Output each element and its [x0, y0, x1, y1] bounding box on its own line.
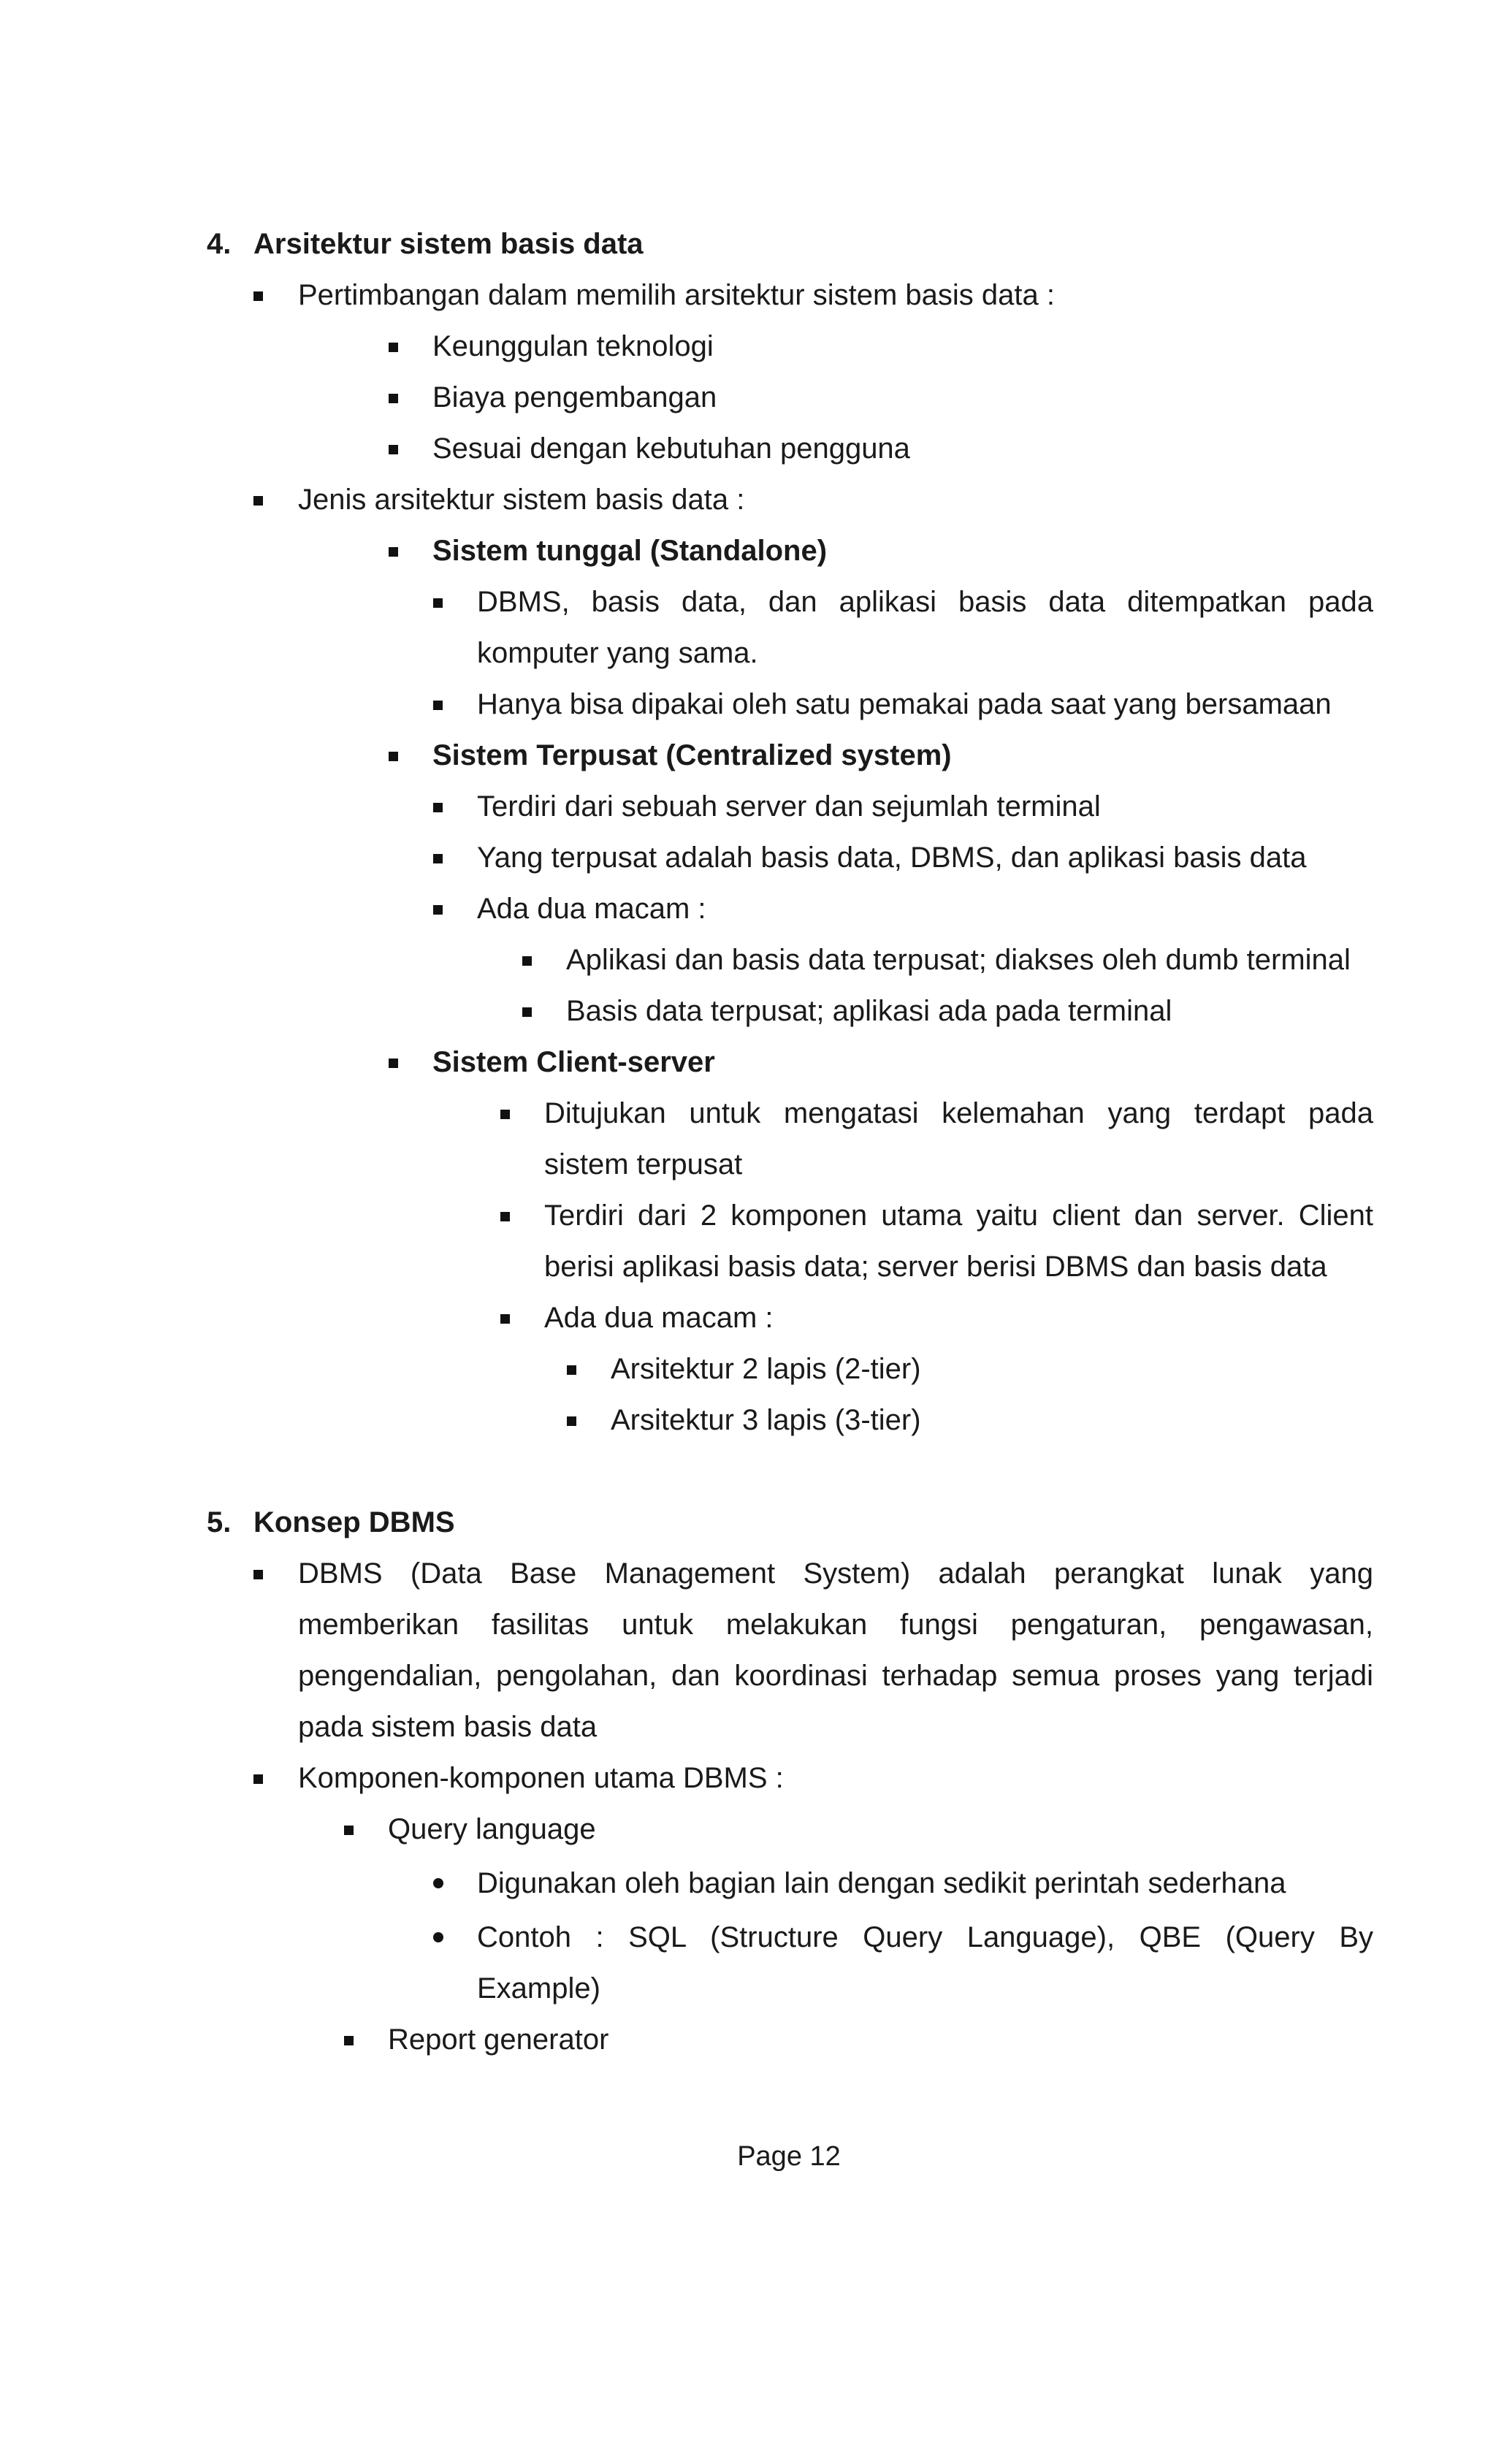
client-server-item-3: Ada dua macam : [544, 1302, 774, 1334]
standalone-item-2: Hanya bisa dipakai oleh satu pemakai pada saat yang bersamaan [477, 688, 1332, 720]
jenis-label: Jenis arsitektur sistem basis data : [298, 484, 745, 516]
section-4-title: Arsitektur sistem basis data [253, 228, 644, 260]
page-number: Page 12 [737, 2141, 841, 2172]
client-server-sub-item: Arsitektur 2 lapis (2-tier) [611, 1353, 921, 1385]
centralized-item: Yang terpusat adalah basis data, DBMS, dan aplikasi basis data [477, 842, 1307, 874]
komponen-label: Komponen-komponen utama DBMS : [298, 1762, 784, 1794]
bullet-marker [253, 496, 263, 506]
definition-line-1: DBMS (Data Base Management System) adalah perangkat lunak yang [298, 1557, 1373, 1590]
bullet-dot [433, 1932, 443, 1942]
standalone-item-1-line-2: komputer yang sama. [477, 637, 758, 669]
bullet-marker [500, 1212, 510, 1221]
pertimbangan-label: Pertimbangan dalam memilih arsitektur sistem basis data : [298, 279, 1055, 311]
bullet-marker [253, 291, 263, 301]
bullet-marker [253, 1774, 263, 1784]
bullet-marker [389, 343, 398, 352]
client-server-item-2-line-2: berisi aplikasi basis data; server berisi DBMS dan basis data [544, 1251, 1327, 1283]
client-server-item-1-line-1: Ditujukan untuk mengatasi kelemahan yang terdapt pada [544, 1097, 1373, 1129]
query-language-item-2-line-2: Example) [477, 1972, 600, 2005]
section-4-number: 4. [207, 228, 232, 260]
centralized-item: Terdiri dari sebuah server dan sejumlah terminal [477, 790, 1101, 823]
bullet-marker [522, 1007, 532, 1017]
bullet-marker [567, 1416, 576, 1426]
query-language-item-2-line-1: Contoh : SQL (Structure Query Language), QBE (Query By [477, 1921, 1373, 1953]
definition-line-4: pada sistem basis data [298, 1711, 598, 1743]
bullet-marker [433, 905, 443, 915]
bullet-dot [433, 1878, 443, 1888]
bullet-marker [567, 1365, 576, 1375]
centralized-sub-item: Aplikasi dan basis data terpusat; diakses oleh dumb terminal [566, 944, 1351, 976]
bullet-marker [389, 1059, 398, 1068]
bullet-marker [344, 2036, 354, 2045]
bullet-marker [389, 752, 398, 761]
standalone-item-1-line-1: DBMS, basis data, dan aplikasi basis data ditempatkan pada [477, 586, 1373, 618]
bullet-marker [433, 803, 443, 812]
report-generator-item: Report generator [388, 2024, 609, 2056]
standalone-title: Sistem tunggal (Standalone) [432, 535, 828, 567]
definition-line-2: memberikan fasilitas untuk melakukan fungsi pengaturan, pengawasan, [298, 1609, 1373, 1641]
centralized-sub-item: Basis data terpusat; aplikasi ada pada terminal [566, 995, 1172, 1027]
bullet-marker [389, 394, 398, 403]
bullet-marker [389, 445, 398, 454]
client-server-title: Sistem Client-server [432, 1046, 715, 1078]
client-server-sub-item: Arsitektur 3 lapis (3-tier) [611, 1404, 921, 1436]
bullet-marker [253, 1570, 263, 1579]
bullet-marker [433, 701, 443, 710]
definition-line-3: pengendalian, pengolahan, dan koordinasi terhadap semua proses yang terjadi [298, 1660, 1373, 1692]
centralized-item: Ada dua macam : [477, 893, 706, 925]
list-item: Sesuai dengan kebutuhan pengguna [432, 432, 910, 465]
query-language-item-1: Digunakan oleh bagian lain dengan sedikit perintah sederhana [477, 1867, 1286, 1899]
list-item: Keunggulan teknologi [432, 330, 714, 362]
section-5-number: 5. [207, 1506, 232, 1538]
centralized-title: Sistem Terpusat (Centralized system) [432, 739, 952, 771]
bullet-marker [433, 598, 443, 608]
list-item: Biaya pengembangan [432, 381, 717, 413]
bullet-marker [522, 956, 532, 966]
client-server-item-1-line-2: sistem terpusat [544, 1148, 743, 1180]
bullet-marker [500, 1110, 510, 1119]
bullet-marker [500, 1314, 510, 1324]
bullet-marker [344, 1826, 354, 1835]
client-server-item-2-line-1: Terdiri dari 2 komponen utama yaitu client dan server. Client [544, 1199, 1373, 1232]
bullet-marker [433, 854, 443, 863]
section-5-title: Konsep DBMS [253, 1506, 455, 1538]
bullet-marker [389, 547, 398, 557]
query-language-title: Query language [388, 1813, 596, 1845]
